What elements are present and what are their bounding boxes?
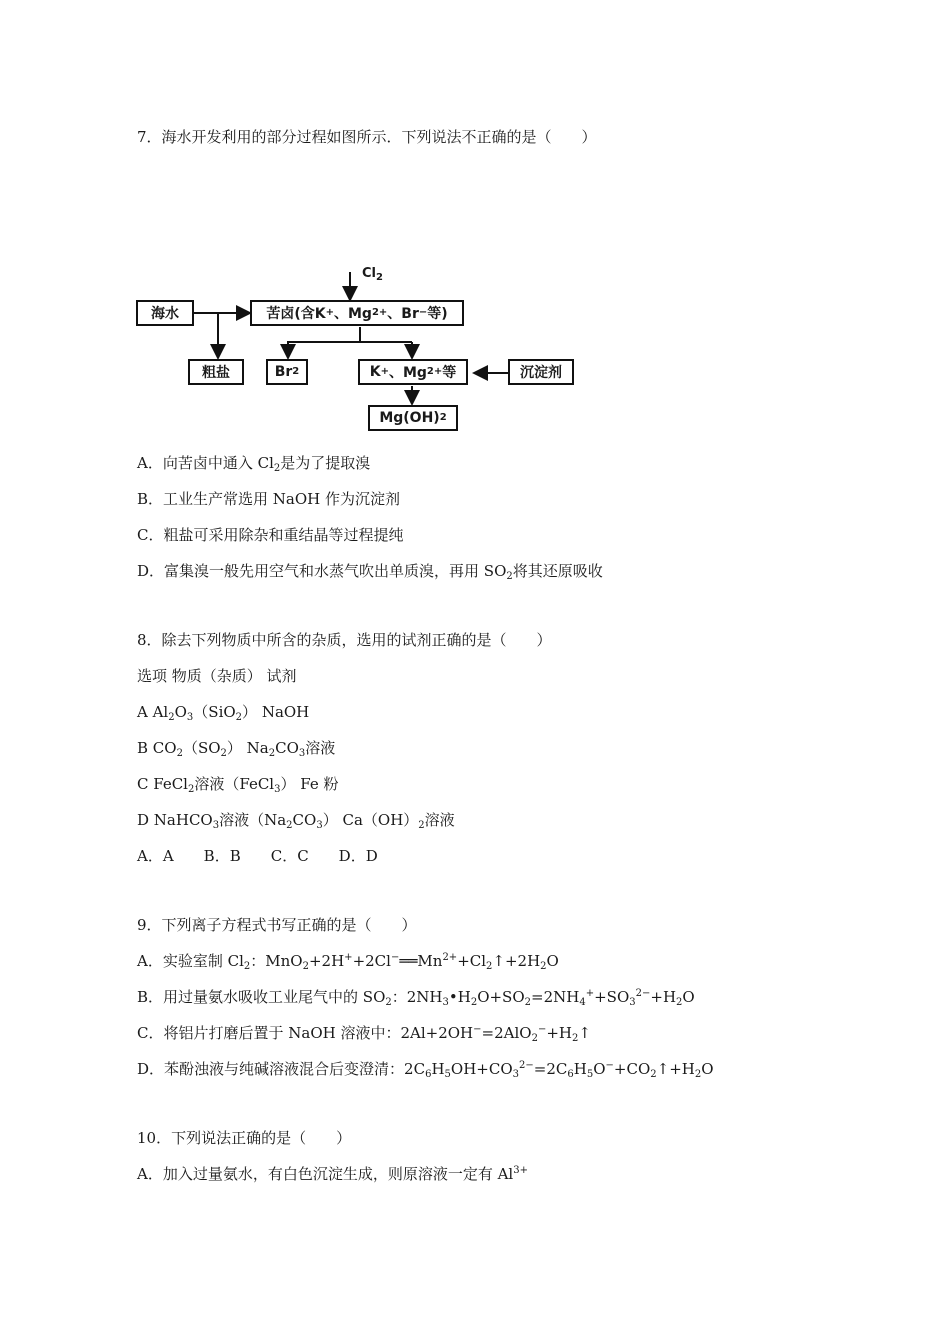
q8-stem: 8．除去下列物质中所含的杂质，选用的试剂正确的是（ ） — [137, 631, 552, 649]
q8-row-c: C FeCl$_2$溶液（FeCl$_3$） Fe 粉 — [137, 775, 339, 795]
precipitant-box: 沉淀剂 — [508, 359, 574, 385]
q8-row-d: D NaHCO$_3$溶液$(Na_2CO_3)$ $Ca(OH)_2$溶液 — [137, 811, 455, 831]
br2-box: Br 2 — [266, 359, 308, 385]
flow-diagram — [130, 262, 590, 438]
q7-option-d: D．富集溴一般先用空气和水蒸气吹出单质溴，再用 $SO_2$将其还原吸收 — [137, 562, 603, 582]
q9-option-b: B．用过量氨水吸收工业尾气中的 $SO_2$：$2NH_3•H_2O+SO_2=2NH_4^++SO_3^{2-}+H_2O$ — [137, 988, 695, 1008]
diagram-arrows — [130, 262, 590, 438]
mgoh2-box: Mg(OH) 2 — [368, 405, 458, 431]
crude-salt-box: 粗盐 — [188, 359, 244, 385]
q7-option-a: A．向苦卤中通入 $Cl_2$是为了提取溴 — [137, 454, 371, 474]
q9-option-d: D．苯酚浊液与纯碱溶液混合后变澄清：$2C_6H_5OH+CO_3^{2-}=2C_6H_5O^-+CO_2↑+H_2O$ — [137, 1060, 714, 1080]
q10-stem: 10．下列说法正确的是（ ） — [137, 1129, 352, 1147]
q8-answer-options: A．A B．B C．C D．D — [137, 847, 378, 865]
bittern-box: 苦卤(含K + 、Mg 2+ 、Br − 等) — [250, 300, 464, 326]
seawater-box: 海水 — [136, 300, 194, 326]
q8-row-a: A $Al_2O_3(SiO_2)$ NaOH — [137, 703, 310, 723]
q8-row-b: B $CO_2(SO_2)$ $Na_2CO_3$溶液 — [137, 739, 336, 759]
q9-option-c: C．将铝片打磨后置于 NaOH 溶液中：$2Al+2OH^-=2AlO_2^-+H_2↑$ — [137, 1024, 591, 1044]
to-br2-arrow — [288, 327, 360, 358]
q7-stem: 7．海水开发利用的部分过程如图所示．下列说法不正确的是（ ） — [137, 128, 597, 146]
q10-option-a: A．加入过量氨水，有白色沉淀生成，则原溶液一定有 $Al^{3+}$ — [137, 1165, 528, 1183]
q7-option-c: C．粗盐可采用除杂和重结晶等过程提纯 — [137, 526, 404, 544]
q9-stem: 9．下列离子方程式书写正确的是（ ） — [137, 916, 417, 934]
kmg-box: K + 、Mg 2+ 等 — [358, 359, 468, 385]
cl2-label: $Cl_2$ — [362, 266, 383, 283]
q9-option-a: A．实验室制 $Cl_2$：$MnO_2+2H^++2Cl^-══Mn^{2+}+Cl_2↑+2H_2O$ — [137, 952, 559, 972]
q7-option-b: B．工业生产常选用 NaOH 作为沉淀剂 — [137, 490, 401, 508]
q8-table-header: 选项 物质（杂质） 试剂 — [137, 667, 297, 685]
